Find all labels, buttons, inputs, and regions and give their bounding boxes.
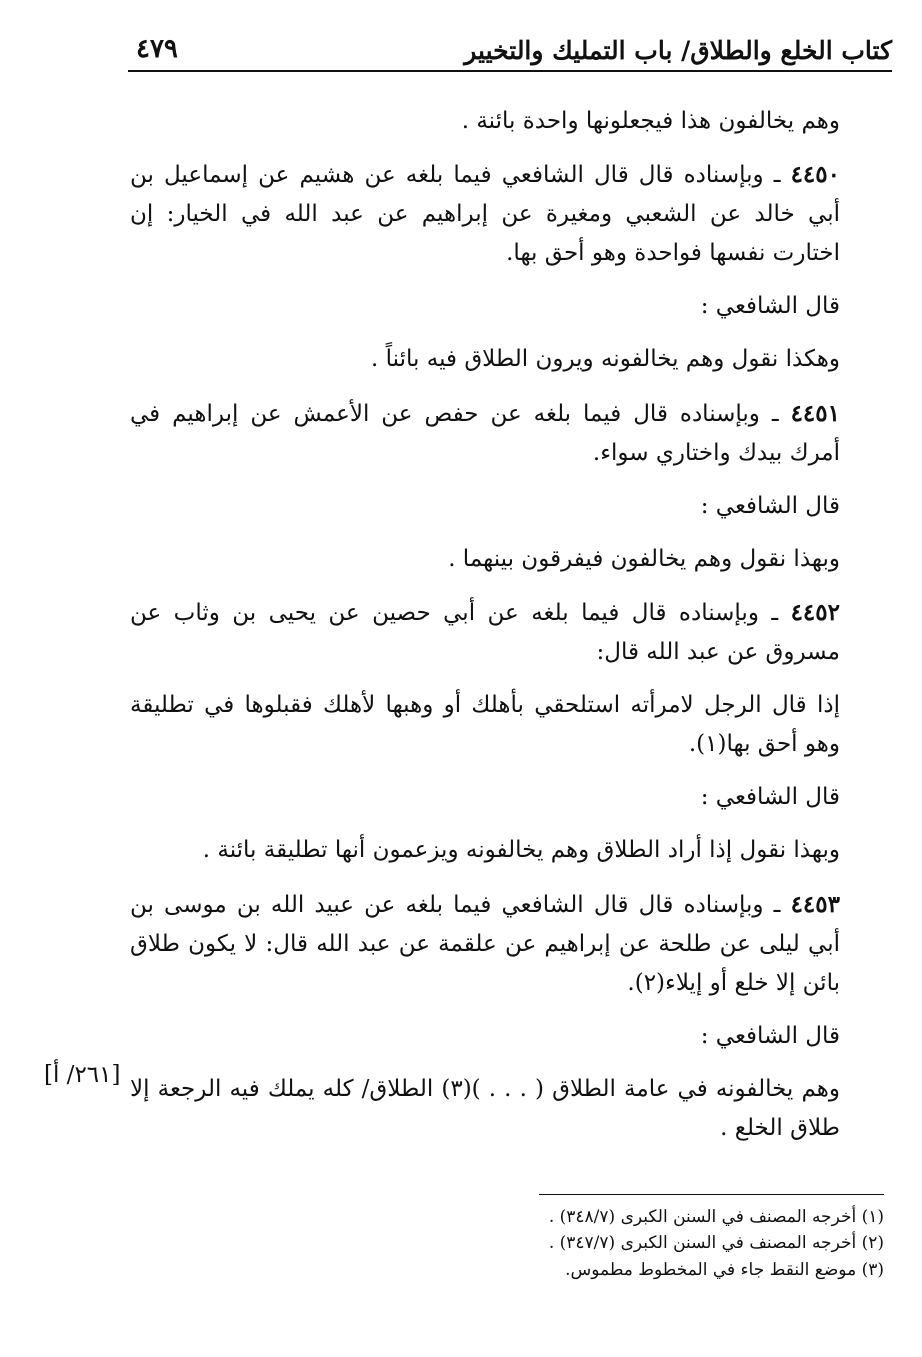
footnotes xyxy=(184,1204,884,1283)
main-text xyxy=(130,102,892,1162)
hadith-paragraph: ٤٤٥٠ ـ وبإسناده قال قال الشافعي فيما بلغه عن هشيم عن إسماعيل بن أبي خالد عن الشعبي ومغيرة عن إبراهيم عن عبد الله في الخيار: إن اختارت نفسها فواحدة وهو أحق بها. xyxy=(130,161,840,267)
paragraph: وهم يخالفون هذا فيجعلونها واحدة بائنة . xyxy=(461,108,840,134)
hadith-number: ٤٤٥٢ xyxy=(790,598,840,626)
paragraph: إذا قال الرجل لامرأته استلحقي بأهلك أو وهبها لأهلك فقبلوها في تطليقة وهو أحق بها(١). xyxy=(130,692,840,758)
header-title: كتاب الخلع والطلاق/ باب التمليك والتخيير xyxy=(464,36,892,65)
paragraph: وبهذا نقول إذا أراد الطلاق وهم يخالفونه ويزعمون أنها تطليقة بائنة . xyxy=(202,837,840,864)
hadith-number: ٤٤٥١ xyxy=(790,399,840,427)
hadith-paragraph: ٤٤٥٢ ـ وبإسناده قال فيما بلغه عن أبي حصين عن يحيى بن وثاب عن مسروق عن عبد الله قال: xyxy=(130,598,840,666)
paragraph: قال الشافعي : xyxy=(700,1022,840,1049)
running-header xyxy=(128,30,892,72)
footnote: (٢) أخرجه المصنف في السنن الكبرى (٣٤٧/٧) . xyxy=(548,1233,884,1254)
hadith-paragraph: ٤٤٥٣ ـ وبإسناده قال قال الشافعي فيما بلغه عن عبيد الله بن موسى بن أبي ليلى عن طلحة عن إبراهيم عن علقمة عن عبد الله قال: لا يكون طلاق بائن إلا خلع أو إيلاء(٢). xyxy=(130,890,840,996)
page-number: ٤٧٩ xyxy=(136,34,178,64)
hadith-paragraph: ٤٤٥١ ـ وبإسناده قال فيما بلغه عن حفص عن الأعمش عن إبراهيم في أمرك بيدك واختاري سواء. xyxy=(130,399,840,466)
hadith-number: ٤٤٥٣ xyxy=(790,890,840,918)
footnote-divider xyxy=(539,1194,884,1195)
hadith-number: ٤٤٥٠ xyxy=(790,161,840,189)
footnote: (١) أخرجه المصنف في السنن الكبرى (٣٤٨/٧) . xyxy=(548,1207,884,1227)
paragraph: قال الشافعي : xyxy=(700,492,840,519)
paragraph: قال الشافعي : xyxy=(700,784,840,811)
footnote: (٣) موضع النقط جاء في المخطوط مطموس. xyxy=(565,1259,884,1280)
paragraph: وهكذا نقول وهم يخالفونه ويرون الطلاق فيه بائناً . xyxy=(371,346,840,373)
paragraph: وهم يخالفونه في عامة الطلاق ( . . . )(٣) الطلاق/ كله يملك فيه الرجعة إلا طلاق الخلع . xyxy=(130,1075,840,1141)
paragraph: وبهذا نقول وهم يخالفون فيفرقون بينهما . xyxy=(448,545,840,572)
paragraph: قال الشافعي : xyxy=(700,293,840,320)
manuscript-folio-ref: [٢٦١/ أ] xyxy=(44,1062,121,1088)
